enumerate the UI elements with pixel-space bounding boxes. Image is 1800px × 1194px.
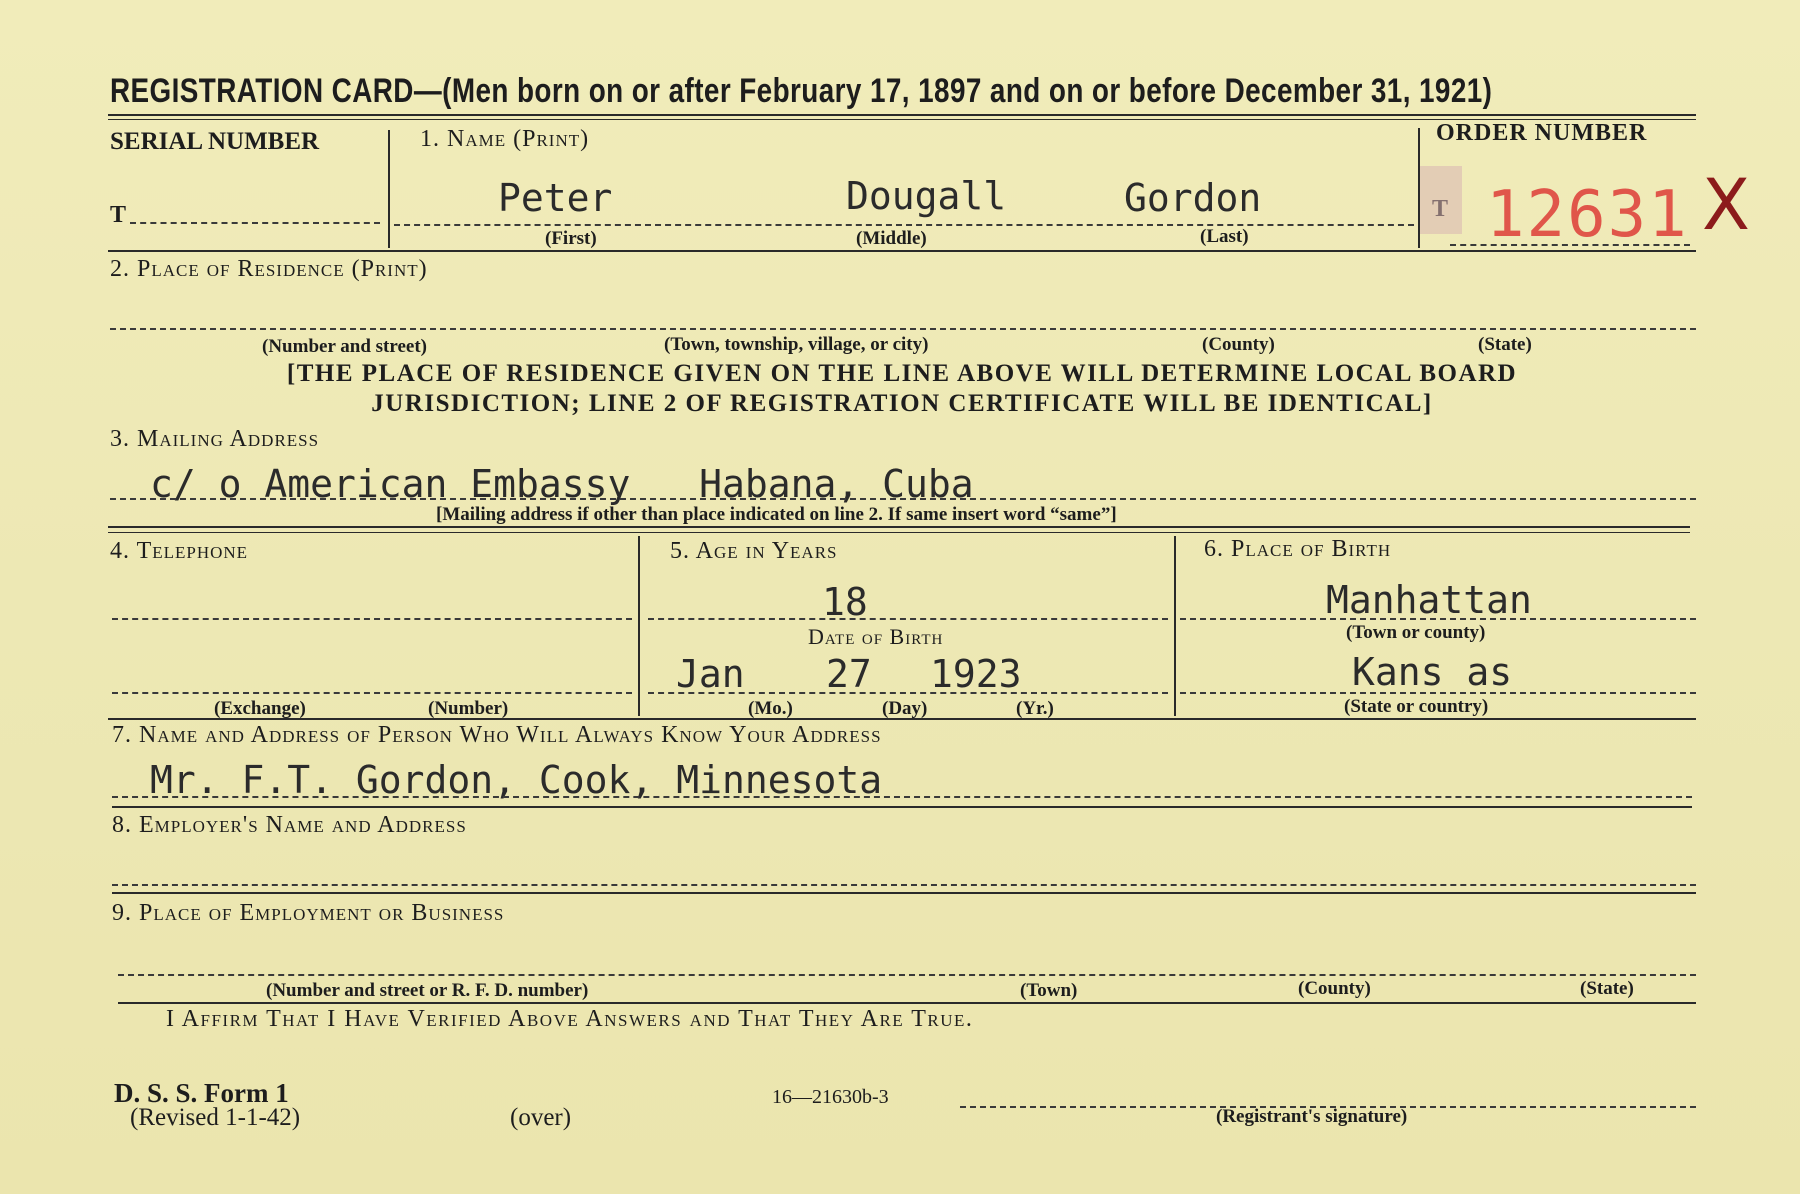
month-label: (Mo.) [748, 698, 793, 719]
mailing-address-value: c/ o American Embassy Habana, Cuba [150, 462, 974, 506]
employer-label: 8. Employer's Name and Address [112, 812, 467, 838]
order-number-label: ORDER NUMBER [1436, 120, 1648, 146]
telephone-field-2 [112, 692, 632, 694]
order-number-value: 12631 [1486, 178, 1689, 252]
residence-field [110, 328, 1696, 330]
dob-year-value: 1923 [930, 652, 1022, 696]
card-title: REGISTRATION CARD—(Men born on or after February 17, 1897 and on or before December 31, 1921) [110, 72, 1493, 110]
age-label: 5. Age in Years [670, 538, 838, 564]
mailing-address-label: 3. Mailing Address [110, 426, 320, 452]
jurisdiction-notice-line1: [THE PLACE OF RESIDENCE GIVEN ON THE LINE ABOVE WILL DETERMINE LOCAL BOARD [286, 360, 1518, 387]
employer-field [112, 884, 1696, 886]
dob-day-value: 27 [826, 652, 872, 696]
exchange-label: (Exchange) [214, 698, 306, 719]
row7-bottom-rule [112, 806, 1692, 808]
contact-person-value: Mr. F.T. Gordon, Cook, Minnesota [150, 758, 883, 802]
row9-bottom-rule [118, 1002, 1696, 1004]
year-label: (Yr.) [1016, 698, 1054, 719]
row1-bottom-rule [108, 250, 1696, 252]
employment-state-label: (State) [1580, 978, 1634, 999]
date-of-birth-label: Date of Birth [808, 624, 944, 649]
serial-number-label: SERIAL NUMBER [110, 128, 320, 155]
red-stamp-smudge [1420, 166, 1462, 234]
form-name: D. S. S. Form 1 [114, 1078, 289, 1108]
day-label: (Day) [882, 698, 928, 719]
town-or-county-label: (Town or county) [1346, 622, 1486, 643]
order-check-mark: X [1702, 164, 1750, 246]
mailing-address-hint: [Mailing address if other than place indicated on line 2. If same insert word “same”] [436, 504, 1117, 525]
first-label: (First) [545, 228, 597, 249]
contact-person-label: 7. Name and Address of Person Who Will Always Know Your Address [112, 722, 882, 748]
birth-state-value: Kans as [1352, 650, 1513, 694]
mailing-address-field [110, 498, 1696, 500]
name-middle-value: Dougall [846, 174, 1007, 218]
row456-bottom-rule [108, 718, 1696, 720]
serial-prefix: T [110, 202, 127, 228]
contact-person-field [112, 796, 1692, 798]
row3-bottom-rule-thin [108, 532, 1690, 533]
title-rule [108, 114, 1696, 116]
order-number-field [1450, 244, 1690, 246]
employment-county-label: (County) [1298, 978, 1371, 999]
dob-month-value: Jan [676, 652, 745, 696]
phone-number-label: (Number) [428, 698, 509, 719]
age-field [648, 618, 1168, 620]
residence-street-label: (Number and street) [262, 336, 427, 357]
middle-label: (Middle) [856, 228, 927, 249]
birth-town-value: Manhattan [1326, 578, 1532, 622]
place-of-birth-label: 6. Place of Birth [1204, 536, 1392, 562]
birth-town-field [1180, 618, 1696, 620]
name-last-value: Gordon [1124, 176, 1262, 220]
name-first-value: Peter [498, 176, 613, 220]
jurisdiction-notice-line2: JURISDICTION; LINE 2 OF REGISTRATION CERTIFICATE WILL BE IDENTICAL] [371, 390, 1433, 417]
form-code: 16—21630b-3 [772, 1086, 889, 1108]
residence-town-label: (Town, township, village, or city) [664, 334, 929, 355]
dob-field [648, 692, 1168, 694]
over-note: (over) [510, 1104, 572, 1131]
employment-town-label: (Town) [1020, 980, 1078, 1001]
residence-county-label: (County) [1202, 334, 1275, 355]
employment-place-field [118, 974, 1696, 976]
residence-state-label: (State) [1478, 334, 1532, 355]
form-revised: (Revised 1-1-42) [130, 1104, 301, 1131]
state-or-country-label: (State or country) [1344, 696, 1489, 717]
employment-street-label: (Number and street or R. F. D. number) [266, 980, 589, 1001]
last-label: (Last) [1200, 226, 1249, 247]
telephone-label: 4. Telephone [110, 538, 249, 564]
signature-label: (Registrant's signature) [1216, 1106, 1408, 1127]
row8-bottom-rule [112, 892, 1696, 894]
name-label: 1. Name (Print) [420, 126, 590, 152]
age-divider [1174, 536, 1176, 716]
serial-divider [388, 130, 390, 248]
affirmation-text: I Affirm That I Have Verified Above Answers and That They Are True. [166, 1006, 974, 1032]
telephone-field-1 [112, 618, 632, 620]
serial-number-field [130, 222, 380, 224]
name-field [394, 224, 1414, 226]
age-value: 18 [822, 580, 868, 624]
residence-label: 2. Place of Residence (Print) [110, 256, 428, 282]
telephone-divider [638, 536, 640, 716]
employment-place-label: 9. Place of Employment or Business [112, 900, 505, 926]
birth-state-field [1180, 692, 1696, 694]
row3-bottom-rule [108, 526, 1690, 528]
